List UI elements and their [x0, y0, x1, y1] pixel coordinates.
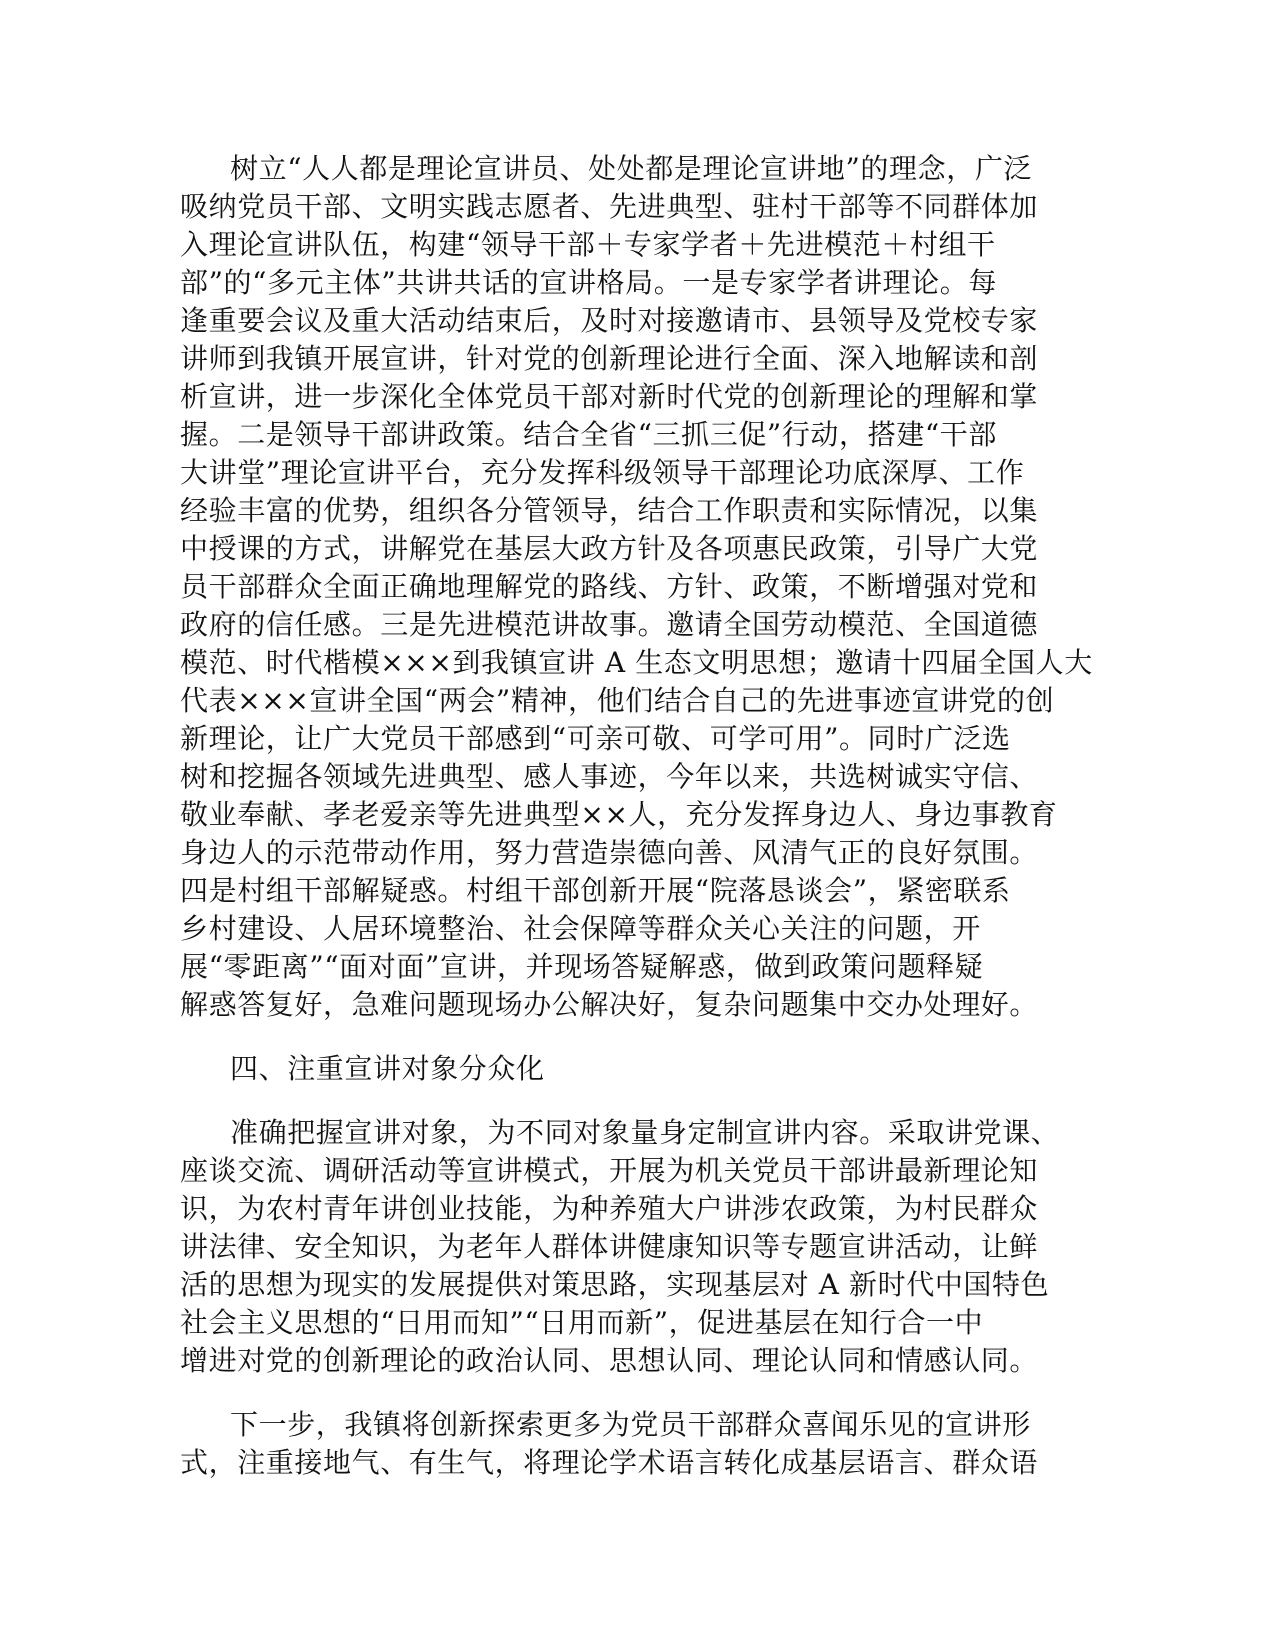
paragraph-line: 员干部群众全面正确地理解党的路线、方针、政策，不断增强对党和	[180, 570, 1039, 603]
paragraph-line: 式，注重接地气、有生气，将理论学术语言转化成基层语言、群众语	[180, 1446, 1039, 1479]
paragraph-line: 模范、时代楷模×××到我镇宣讲 A 生态文明思想；邀请十四届全国人大	[180, 646, 1093, 679]
paragraph-line: 握。二是领导干部讲政策。结合全省“三抓三促”行动，搭建“干部	[180, 418, 997, 451]
paragraph-line: 增进对党的创新理论的政治认同、思想认同、理论认同和情感认同。	[180, 1344, 1039, 1377]
paragraph-line: 乡村建设、人居环境整治、社会保障等群众关心关注的问题，开	[180, 912, 981, 945]
paragraph-line: 入理论宣讲队伍，构建“领导干部＋专家学者＋先进模范＋村组干	[180, 228, 996, 261]
paragraph-line: 大讲堂”理论宣讲平台，充分发挥科级领导干部理论功底深厚、工作	[180, 456, 1025, 489]
paragraph-line: 敬业奉献、孝老爱亲等先进典型××人，充分发挥身边人、身边事教育	[180, 798, 1058, 831]
paragraph-line: 经验丰富的优势，组织各分管领导，结合工作职责和实际情况，以集	[180, 494, 1039, 527]
paragraph-line: 吸纳党员干部、文明实践志愿者、先进典型、驻村干部等不同群体加	[180, 190, 1039, 223]
paragraph-line: 展“零距离”“面对面”宣讲，并现场答疑解惑，做到政策问题释疑	[180, 950, 984, 983]
section-heading: 四、注重宣讲对象分众化	[230, 1052, 545, 1085]
paragraph-line: 社会主义思想的“日用而知”“日用而新”，促进基层在知行合一中	[180, 1306, 984, 1339]
paragraph-audience	[180, 1114, 1080, 1380]
paragraph-line: 析宣讲，进一步深化全体党员干部对新时代党的创新理论的理解和掌	[180, 380, 1039, 413]
paragraph-line: 四是村组干部解疑惑。村组干部创新开展“院落恳谈会”，紧密联系	[180, 874, 1011, 907]
paragraph-line: 树和挖掘各领域先进典型、感人事迹，今年以来，共选树诚实守信、	[180, 760, 1039, 793]
paragraph-line: 活的思想为现实的发展提供对策思路，实现基层对 A 新时代中国特色	[180, 1268, 1050, 1301]
document-page	[180, 150, 1093, 1482]
paragraph-line: 座谈交流、调研活动等宣讲模式，开展为机关党员干部讲最新理论知	[180, 1154, 1039, 1187]
paragraph-line: 身边人的示范带动作用，努力营造崇德向善、风清气正的良好氛围。	[180, 836, 1039, 869]
paragraph-line: 政府的信任感。三是先进模范讲故事。邀请全国劳动模范、全国道德	[180, 608, 1039, 641]
paragraph-speaker-team	[180, 150, 1093, 1024]
paragraph-line: 解惑答复好，急难问题现场办公解决好，复杂问题集中交办处理好。	[180, 988, 1039, 1021]
paragraph-line: 中授课的方式，讲解党在基层大政方针及各项惠民政策，引导广大党	[180, 532, 1039, 565]
paragraph-line: 讲师到我镇开展宣讲，针对党的创新理论进行全面、深入地解读和剖	[180, 342, 1039, 375]
paragraph-line: 准确把握宣讲对象，为不同对象量身定制宣讲内容。采取讲党课、	[230, 1116, 1060, 1149]
paragraph-line: 树立“人人都是理论宣讲员、处处都是理论宣讲地”的理念，广泛	[230, 152, 1033, 185]
paragraph-line: 识，为农村青年讲创业技能，为种养殖大户讲涉农政策，为村民群众	[180, 1192, 1039, 1225]
paragraph-line: 讲法律、安全知识，为老年人群体讲健康知识等专题宣讲活动，让鲜	[180, 1230, 1039, 1263]
paragraph-line: 代表×××宣讲全国“两会”精神，他们结合自己的先进事迹宣讲党的创	[180, 684, 1055, 717]
paragraph-line: 逢重要会议及重大活动结束后，及时对接邀请市、县领导及党校专家	[180, 304, 1039, 337]
paragraph-next-steps	[180, 1406, 1080, 1482]
paragraph-line: 部”的“多元主体”共讲共话的宣讲格局。一是专家学者讲理论。每	[180, 266, 997, 299]
paragraph-line: 新理论，让广大党员干部感到“可亲可敬、可学可用”。同时广泛选	[180, 722, 1011, 755]
paragraph-line: 下一步，我镇将创新探索更多为党员干部群众喜闻乐见的宣讲形	[230, 1408, 1031, 1441]
